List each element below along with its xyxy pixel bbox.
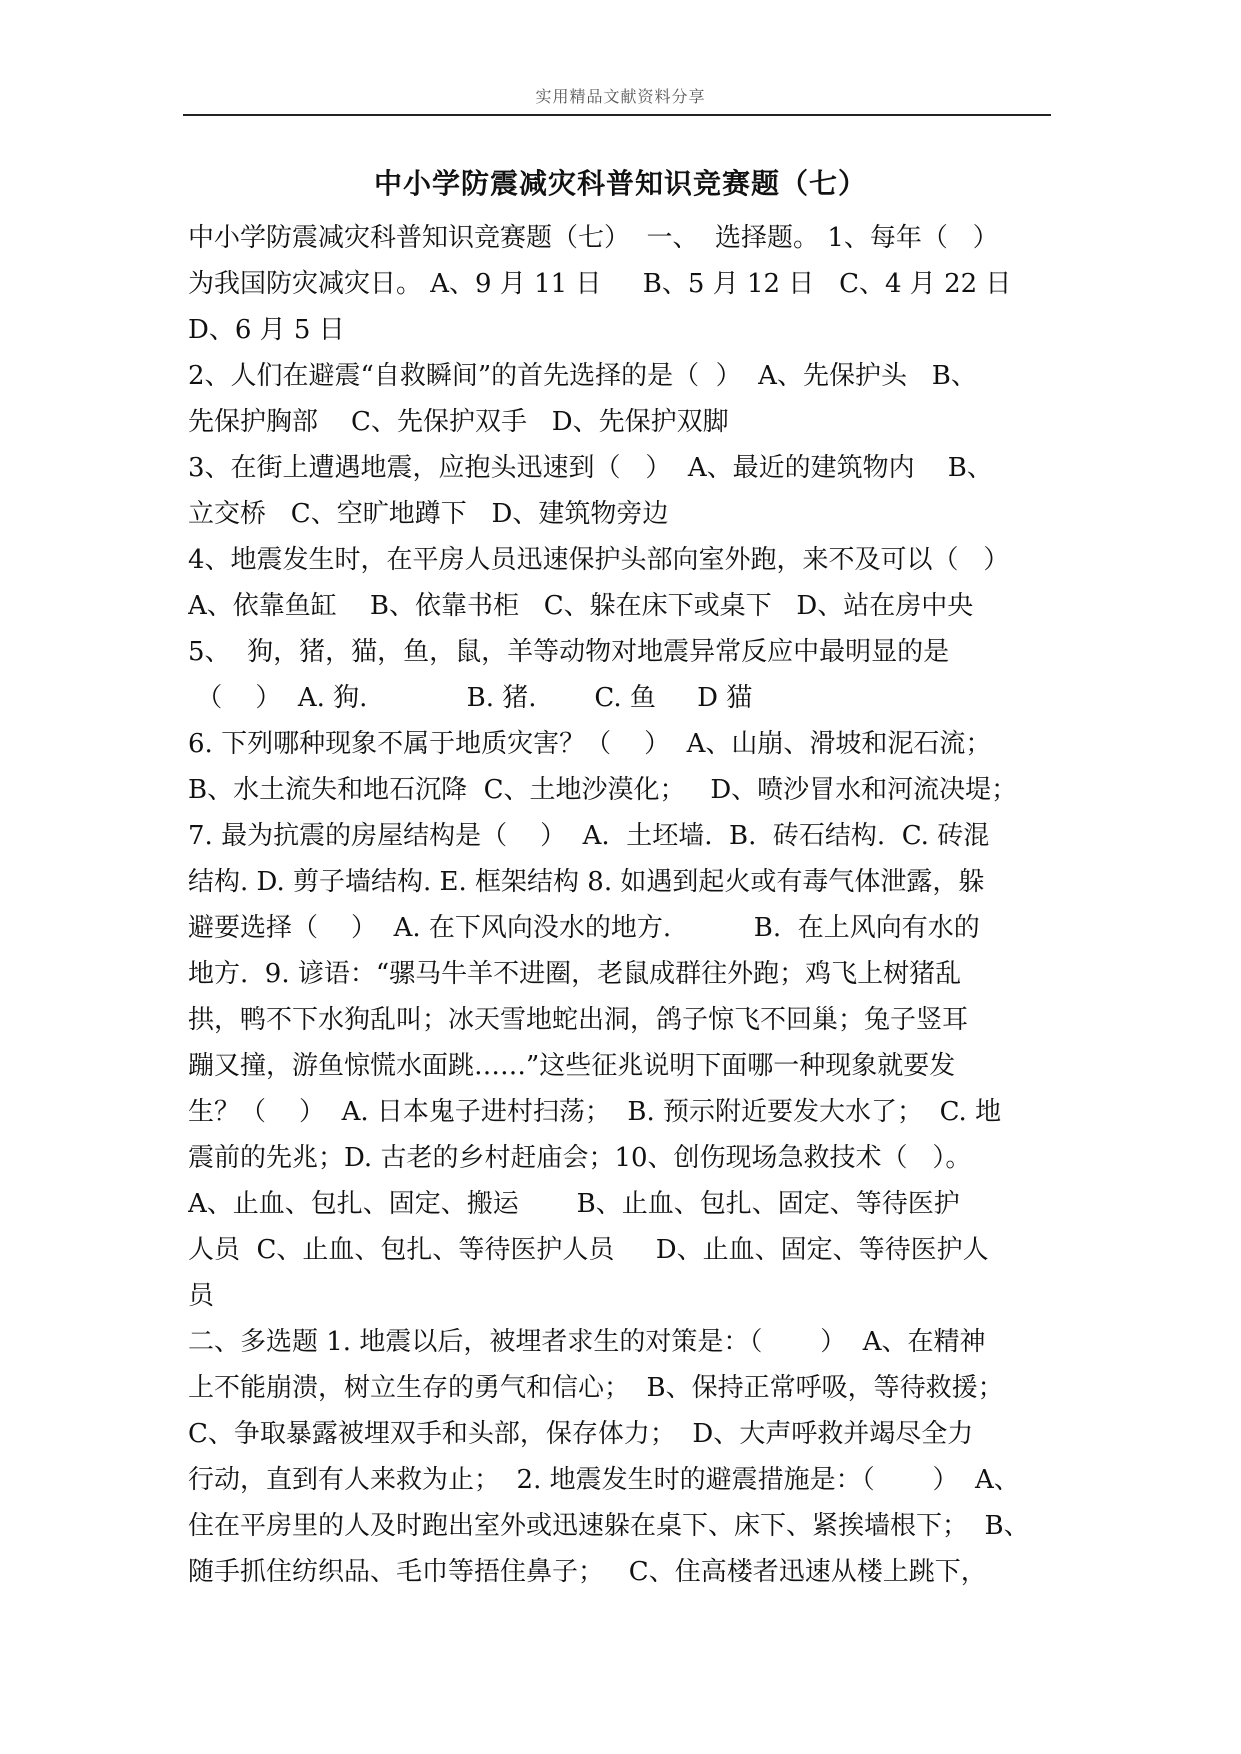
body-text-line: A、止血、包扎、固定、搬运 B、止血、包扎、固定、等待医护	[188, 1189, 960, 1219]
body-text-line: 蹦又撞，游鱼惊慌水面跳……”这些征兆说明下面哪一种现象就要发	[188, 1051, 956, 1081]
body-text-line: 立交桥 C、空旷地蹲下 D、建筑物旁边	[188, 499, 669, 529]
body-text-line: B、水土流失和地石沉降 C、土地沙漠化； D、喷沙冒水和河流决堤；	[188, 775, 1018, 805]
body-text-line: 行动，直到有人来救为止； 2. 地震发生时的避震措施是：（ ） A、	[188, 1465, 1020, 1495]
body-text-line: 避要选择（ ） A. 在下风向没水的地方. B. 在上风向有水的	[188, 913, 980, 943]
header-divider	[183, 114, 1051, 116]
body-text-line: 人员 C、止血、包扎、等待医护人员 D、止血、固定、等待医护人	[188, 1235, 989, 1265]
body-text-line: 7. 最为抗震的房屋结构是（ ） A. 土坯墙. B. 砖石结构. C. 砖混	[188, 821, 990, 851]
body-text-line: 4、地震发生时，在平房人员迅速保护头部向室外跑，来不及可以（ ）	[188, 545, 1010, 575]
body-text-line: 先保护胸部 C、先保护双手 D、先保护双脚	[188, 407, 729, 437]
body-text-line: 二、多选题 1. 地震以后，被埋者求生的对策是：（ ） A、在精神	[188, 1327, 986, 1357]
body-text-line: 拱，鸭不下水狗乱叫；冰天雪地蛇出洞，鸽子惊飞不回巢；兔子竖耳	[188, 1005, 969, 1035]
body-text-line: 3、在街上遭遇地震，应抱头迅速到（ ） A、最近的建筑物内 B、	[188, 453, 993, 483]
body-text-line: C、争取暴露被埋双手和头部，保存体力； D、大声呼救并竭尽全力	[188, 1419, 974, 1449]
body-text-line: 随手抓住纺织品、毛巾等捂住鼻子； C、住高楼者迅速从楼上跳下，	[188, 1557, 987, 1587]
body-text-line: 6. 下列哪种现象不属于地质灾害？（ ） A、山崩、滑坡和泥石流；	[188, 729, 992, 759]
body-text-line: D、6 月 5 日	[188, 315, 345, 345]
body-text-line: 住在平房里的人及时跑出室外或迅速躲在桌下、床下、紧挨墙根下； B、	[188, 1511, 1030, 1541]
body-text-line: 震前的先兆；D. 古老的乡村赶庙会；10、创伤现场急救技术（ ）。	[188, 1143, 972, 1173]
document-body	[188, 215, 1052, 1595]
document-title: 中小学防震减灾科普知识竞赛题（七）	[373, 167, 867, 200]
body-text-line: A、依靠鱼缸 B、依靠书柜 C、躲在床下或桌下 D、站在房中央	[188, 591, 974, 621]
body-text-line: （ ） A. 狗. B. 猪. C. 鱼 D 猫	[188, 683, 753, 713]
body-text-line: 员	[188, 1281, 215, 1311]
body-text-line: 结构. D. 剪子墙结构. E. 框架结构 8. 如遇到起火或有毒气体泄露，躲	[188, 867, 985, 897]
body-text-line: 地方. 9. 谚语：“骡马牛羊不进圈，老鼠成群往外跑；鸡飞上树猪乱	[188, 959, 962, 989]
body-text-line: 为我国防灾减灾日。 A、9 月 11 日 B、5 月 12 日 C、4 月 22 日	[188, 269, 1012, 299]
body-text-line: 5、 狗，猪，猫，鱼，鼠，羊等动物对地震异常反应中最明显的是	[188, 637, 950, 667]
body-text-line: 中小学防震减灾科普知识竞赛题（七） 一、 选择题。 1、每年（ ）	[188, 223, 999, 253]
body-text-line: 生？（ ） A. 日本鬼子进村扫荡； B. 预示附近要发大水了； C. 地	[188, 1097, 1002, 1127]
page-header: 实用精品文献资料分享	[535, 87, 706, 106]
body-text-line: 2、人们在避震“自救瞬间”的首先选择的是（ ） A、先保护头 B、	[188, 361, 977, 391]
body-text-line: 上不能崩溃，树立生存的勇气和信心； B、保持正常呼吸，等待救援；	[188, 1373, 1004, 1403]
